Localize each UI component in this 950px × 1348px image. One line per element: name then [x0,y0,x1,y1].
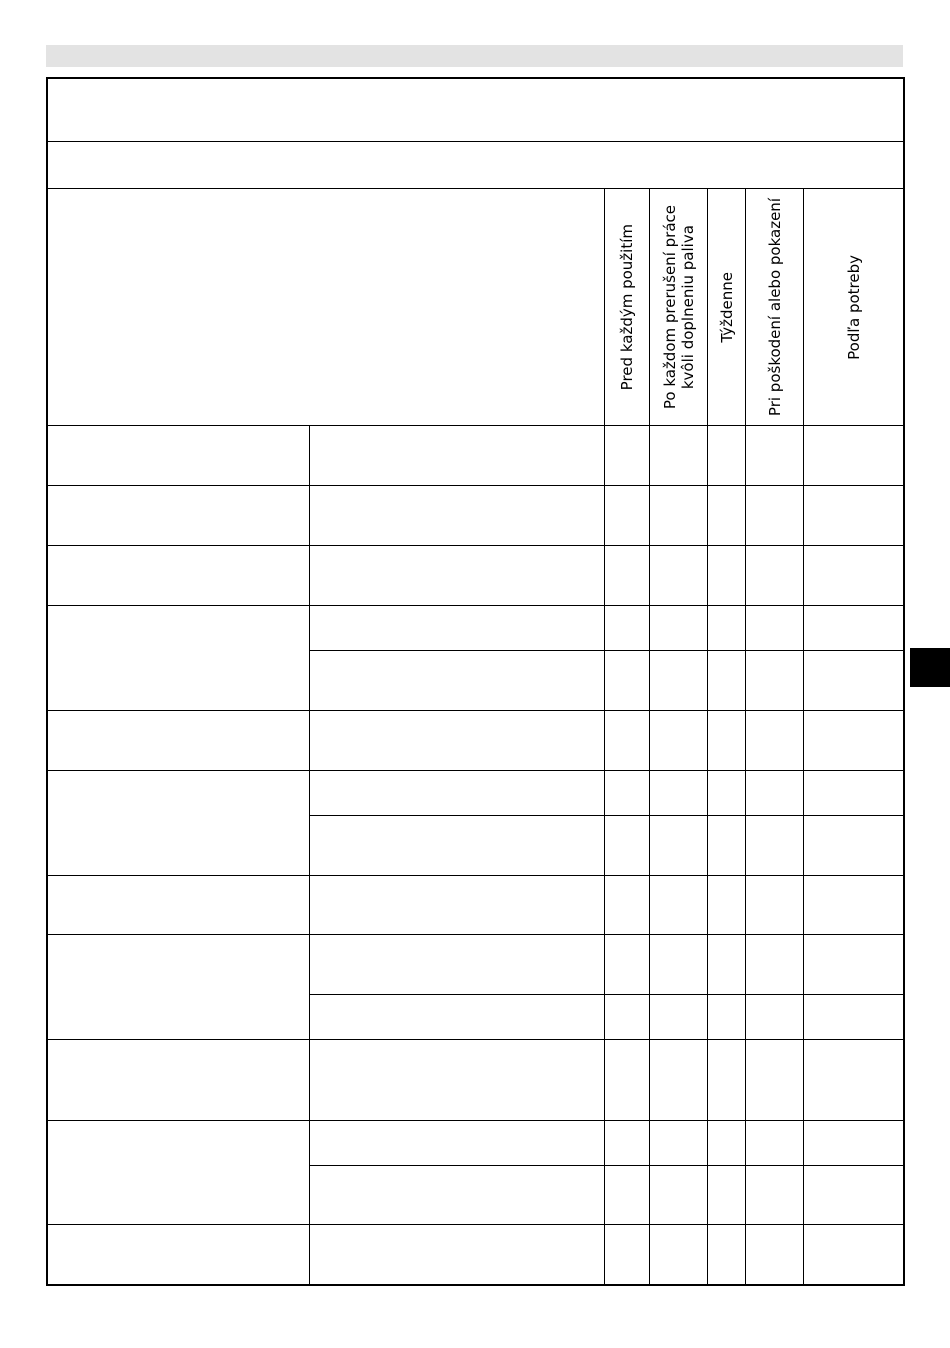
header-label: Pri poškodení alebo pokazení [765,197,784,417]
title-row-divider [47,141,904,142]
header-label: Podľa potreby [845,254,863,360]
table-row-divider [47,605,904,606]
column-divider [309,425,310,1285]
table-row-divider [47,875,904,876]
table-subrow-divider [309,994,904,995]
table-row-divider [47,934,904,935]
table-row-divider [47,1120,904,1121]
header-after-refuel-break [650,189,707,425]
header-label: Po každom prerušení práce kvôli doplneniu paliva [660,204,697,410]
header-as-needed [804,189,904,425]
chapter-side-tab [910,648,950,687]
header-label: Týždenne [717,271,736,343]
header-weekly [708,189,745,425]
header-before-each-use [605,189,649,425]
column-header-divider [47,425,904,426]
table-row-divider [47,1039,904,1040]
table-row-divider [47,770,904,771]
table-row-divider [47,710,904,711]
table-row-divider [47,485,904,486]
table-row-divider [47,545,904,546]
header-label: Pred každým použitím [618,223,636,391]
top-gray-bar [46,45,903,67]
table-subrow-divider [309,815,904,816]
table-subrow-divider [309,650,904,651]
header-on-damage [746,189,803,425]
table-row-divider [47,1224,904,1225]
table-subrow-divider [309,1165,904,1166]
